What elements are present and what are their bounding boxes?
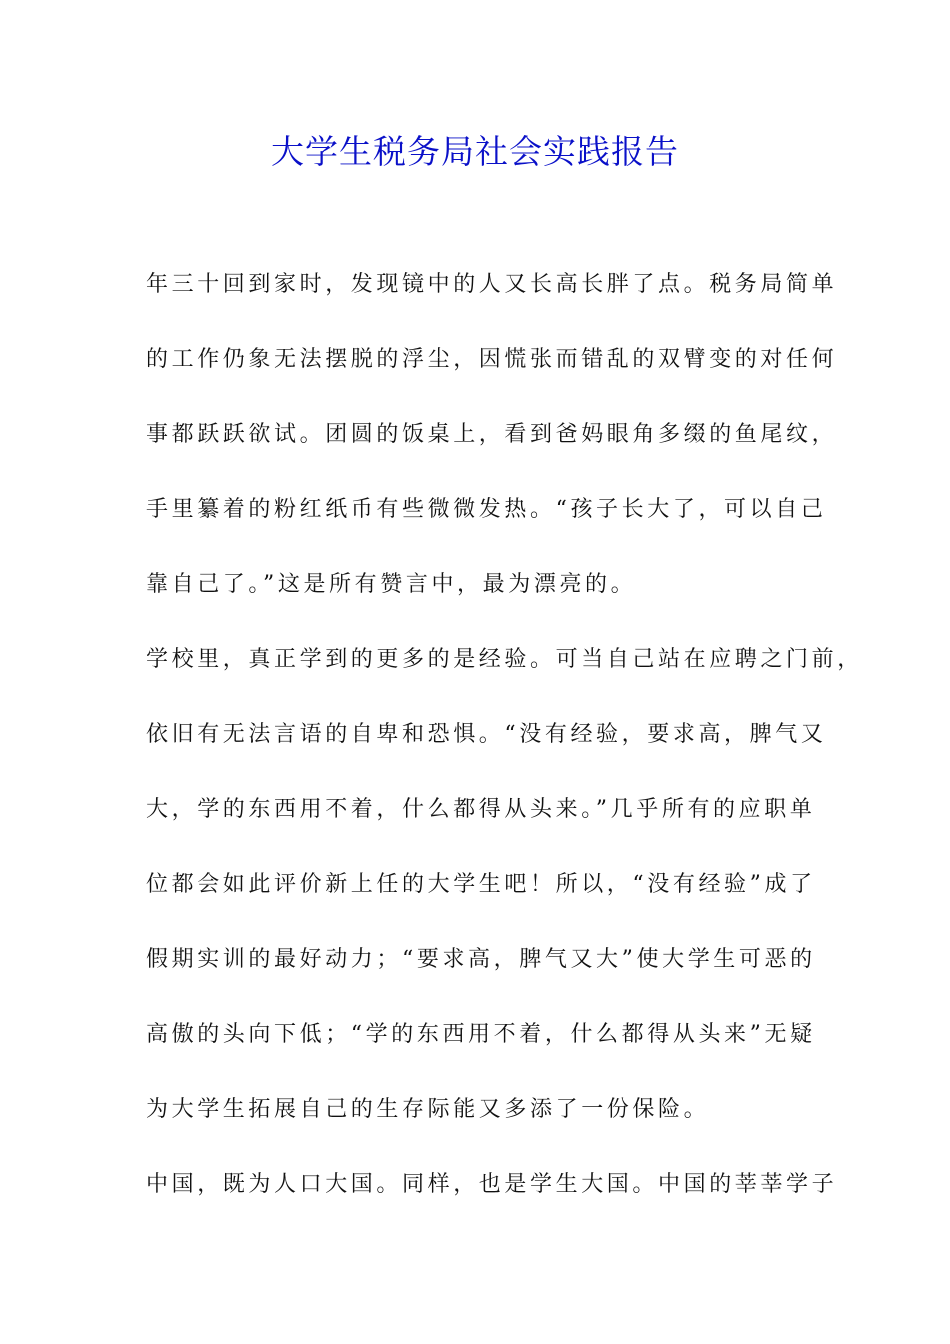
text-line: 依旧有无法言语的自卑和恐惧。“没有经验，要求高，脾气又 bbox=[146, 722, 827, 747]
text-line: 年三十回到家时，发现镜中的人又长高长胖了点。税务局简单 bbox=[146, 272, 838, 297]
text-line: 假期实训的最好动力；“要求高，脾气又大”使大学生可恶的 bbox=[146, 947, 816, 972]
document-title: 大学生税务局社会实践报告 bbox=[271, 132, 679, 171]
text-line: 高傲的头向下低；“学的东西用不着，什么都得从头来”无疑 bbox=[146, 1022, 816, 1047]
text-line: 为大学生拓展自己的生存际能又多添了一份保险。 bbox=[146, 1097, 710, 1122]
text-line: 手里纂着的粉红纸币有些微微发热。“孩子长大了，可以自己 bbox=[146, 497, 827, 522]
text-line: 中国，既为人口大国。同样，也是学生大国。中国的莘莘学子 bbox=[146, 1172, 838, 1197]
text-line: 学校里，真正学到的更多的是经验。可当自己站在应聘之门前， bbox=[146, 647, 863, 672]
text-line: 位都会如此评价新上任的大学生吧！所以，“没有经验”成了 bbox=[146, 872, 816, 897]
text-line: 靠自己了。”这是所有赞言中，最为漂亮的。 bbox=[146, 572, 637, 597]
document-body bbox=[146, 262, 863, 1237]
text-line: 大，学的东西用不着，什么都得从头来。”几乎所有的应职单 bbox=[146, 797, 816, 822]
text-line: 事都跃跃欲试。团圆的饭桌上，看到爸妈眼角多缀的鱼尾纹， bbox=[146, 422, 838, 447]
text-line: 的工作仍象无法摆脱的浮尘，因慌张而错乱的双臂变的对任何 bbox=[146, 347, 838, 372]
